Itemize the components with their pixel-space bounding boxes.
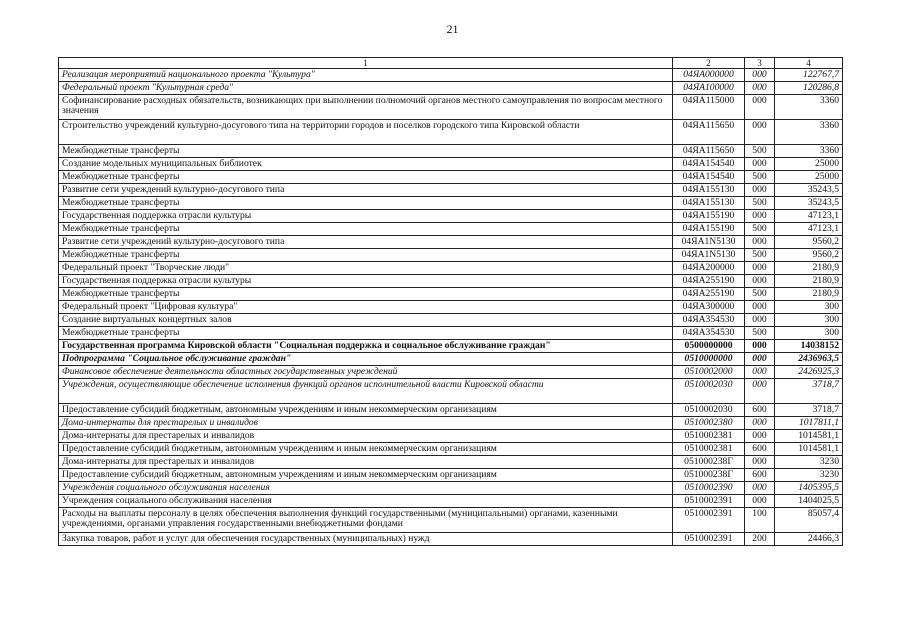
- row-amount-cell: 9560,2: [775, 249, 843, 262]
- header-col-4: 4: [775, 58, 843, 69]
- table-row: [59, 533, 843, 546]
- row-name-cell: Развитие сети учреждений культурно-досугового типа: [59, 236, 673, 249]
- row-name-cell: Строительство учреждений культурно-досугового типа на территории городов и поселков городского типа Кировской области: [59, 120, 673, 145]
- row-code-cell: 04ЯА115650: [673, 120, 745, 145]
- row-amount-cell: 300: [775, 301, 843, 314]
- row-kind-cell: 500: [745, 171, 775, 184]
- row-name-cell: Федеральный проект "Цифровая культура": [59, 301, 673, 314]
- row-kind-cell: 500: [745, 145, 775, 158]
- row-name-cell: Финансовое обеспечение деятельности областных государственных учреждений: [59, 366, 673, 379]
- table-row: [59, 469, 843, 482]
- table-row: [59, 171, 843, 184]
- table-row: [59, 145, 843, 158]
- table-row: [59, 340, 843, 353]
- table-row: [59, 314, 843, 327]
- row-amount-cell: 47123,1: [775, 210, 843, 223]
- row-name-cell: Учреждения социального обслуживания населения: [59, 495, 673, 508]
- header-col-1: 1: [59, 58, 673, 69]
- row-code-cell: 0510002380: [673, 417, 745, 430]
- row-name-cell: Дома-интернаты для престарелых и инвалидов: [59, 456, 673, 469]
- row-name-cell: Дома-интернаты для престарелых и инвалидов: [59, 430, 673, 443]
- row-code-cell: 04ЯА115650: [673, 145, 745, 158]
- row-kind-cell: 000: [745, 262, 775, 275]
- row-amount-cell: 2426925,3: [775, 366, 843, 379]
- row-amount-cell: 3230: [775, 456, 843, 469]
- row-code-cell: 04ЯА115000: [673, 95, 745, 120]
- row-code-cell: 0510002381: [673, 430, 745, 443]
- row-code-cell: 04ЯА300000: [673, 301, 745, 314]
- row-name-cell: Государственная поддержка отрасли культуры: [59, 210, 673, 223]
- table-row: [59, 482, 843, 495]
- row-kind-cell: 500: [745, 327, 775, 340]
- row-name-cell: Учреждения, осуществляющие обеспечение исполнения функций органов исполнительной власти Кировской области: [59, 379, 673, 404]
- table-row: [59, 353, 843, 366]
- row-code-cell: 0510002381: [673, 443, 745, 456]
- row-amount-cell: 300: [775, 327, 843, 340]
- row-name-cell: Межбюджетные трансферты: [59, 288, 673, 301]
- row-code-cell: 051000238Г: [673, 469, 745, 482]
- table-row: [59, 417, 843, 430]
- row-amount-cell: 1405395,5: [775, 482, 843, 495]
- row-kind-cell: 500: [745, 223, 775, 236]
- row-kind-cell: 000: [745, 69, 775, 82]
- row-code-cell: 0510002391: [673, 508, 745, 533]
- row-name-cell: Предоставление субсидий бюджетным, автономным учреждениям и иным некоммерческим организациям: [59, 469, 673, 482]
- table-row: [59, 197, 843, 210]
- table-row: [59, 495, 843, 508]
- row-code-cell: 04ЯА154540: [673, 171, 745, 184]
- row-kind-cell: 000: [745, 275, 775, 288]
- row-code-cell: 04ЯА155190: [673, 210, 745, 223]
- table-row: [59, 443, 843, 456]
- row-name-cell: Создание модельных муниципальных библиотек: [59, 158, 673, 171]
- table-row: [59, 236, 843, 249]
- row-code-cell: 051000238Г: [673, 456, 745, 469]
- table-row: [59, 120, 843, 145]
- row-kind-cell: 600: [745, 443, 775, 456]
- row-amount-cell: 1404025,5: [775, 495, 843, 508]
- row-kind-cell: 000: [745, 120, 775, 145]
- row-code-cell: 04ЯА155130: [673, 184, 745, 197]
- row-name-cell: Межбюджетные трансферты: [59, 223, 673, 236]
- row-amount-cell: 1017811,1: [775, 417, 843, 430]
- row-amount-cell: 3360: [775, 145, 843, 158]
- table-row: [59, 223, 843, 236]
- row-code-cell: 0510002391: [673, 495, 745, 508]
- row-amount-cell: 35243,5: [775, 197, 843, 210]
- row-name-cell: Учреждения социального обслуживания населения: [59, 482, 673, 495]
- row-amount-cell: 47123,1: [775, 223, 843, 236]
- row-kind-cell: 000: [745, 314, 775, 327]
- table-row: [59, 508, 843, 533]
- row-amount-cell: 3718,7: [775, 379, 843, 404]
- header-col-2: 2: [673, 58, 745, 69]
- row-name-cell: Реализация мероприятий национального проекта "Культура": [59, 69, 673, 82]
- table-row: [59, 95, 843, 120]
- row-kind-cell: 200: [745, 533, 775, 546]
- table-row: [59, 210, 843, 223]
- row-code-cell: 04ЯА255190: [673, 288, 745, 301]
- row-kind-cell: 000: [745, 353, 775, 366]
- row-name-cell: Межбюджетные трансферты: [59, 145, 673, 158]
- table-row: [59, 184, 843, 197]
- budget-table: [58, 57, 843, 546]
- row-kind-cell: 600: [745, 469, 775, 482]
- row-name-cell: Развитие сети учреждений культурно-досугового типа: [59, 184, 673, 197]
- row-amount-cell: 25000: [775, 171, 843, 184]
- row-code-cell: 0510000000: [673, 353, 745, 366]
- row-code-cell: 04ЯА255190: [673, 275, 745, 288]
- row-amount-cell: 2180,9: [775, 275, 843, 288]
- page-number: 21: [446, 22, 459, 36]
- row-amount-cell: 3718,7: [775, 404, 843, 417]
- row-code-cell: 04ЯА200000: [673, 262, 745, 275]
- row-kind-cell: 000: [745, 158, 775, 171]
- row-kind-cell: 000: [745, 340, 775, 353]
- row-code-cell: 04ЯА000000: [673, 69, 745, 82]
- row-name-cell: Межбюджетные трансферты: [59, 327, 673, 340]
- row-amount-cell: 85057,4: [775, 508, 843, 533]
- row-name-cell: Межбюджетные трансферты: [59, 249, 673, 262]
- row-kind-cell: 000: [745, 456, 775, 469]
- row-amount-cell: 300: [775, 314, 843, 327]
- row-amount-cell: 120286,8: [775, 82, 843, 95]
- row-amount-cell: 35243,5: [775, 184, 843, 197]
- row-code-cell: 04ЯА354530: [673, 314, 745, 327]
- row-code-cell: 0510002391: [673, 533, 745, 546]
- row-amount-cell: 3360: [775, 120, 843, 145]
- row-name-cell: Предоставление субсидий бюджетным, автономным учреждениям и иным некоммерческим организациям: [59, 443, 673, 456]
- row-kind-cell: 000: [745, 95, 775, 120]
- row-amount-cell: 3360: [775, 95, 843, 120]
- row-amount-cell: 1014581,1: [775, 430, 843, 443]
- row-name-cell: Закупка товаров, работ и услуг для обеспечения государственных (муниципальных) нужд: [59, 533, 673, 546]
- table-row: [59, 82, 843, 95]
- row-kind-cell: 000: [745, 82, 775, 95]
- row-kind-cell: 000: [745, 366, 775, 379]
- row-code-cell: 04ЯА155130: [673, 197, 745, 210]
- row-code-cell: 0510002030: [673, 379, 745, 404]
- row-kind-cell: 000: [745, 430, 775, 443]
- row-amount-cell: 1014581,1: [775, 443, 843, 456]
- row-name-cell: Федеральный проект "Культурная среда": [59, 82, 673, 95]
- table-row: [59, 430, 843, 443]
- row-name-cell: Межбюджетные трансферты: [59, 197, 673, 210]
- row-kind-cell: 500: [745, 288, 775, 301]
- table-row: [59, 366, 843, 379]
- table-row: [59, 158, 843, 171]
- row-name-cell: Расходы на выплаты персоналу в целях обеспечения выполнения функций государственными (муниципальными) органами, казенными учреждениями, органами управления государственными внебюджетными фондами: [59, 508, 673, 533]
- row-kind-cell: 000: [745, 482, 775, 495]
- table-row: [59, 69, 843, 82]
- table-row: [59, 327, 843, 340]
- row-amount-cell: 2180,9: [775, 288, 843, 301]
- row-kind-cell: 000: [745, 210, 775, 223]
- row-kind-cell: 000: [745, 379, 775, 404]
- row-code-cell: 04ЯА155190: [673, 223, 745, 236]
- table-row: [59, 456, 843, 469]
- row-name-cell: Создание виртуальных концертных залов: [59, 314, 673, 327]
- row-amount-cell: 25000: [775, 158, 843, 171]
- row-code-cell: 04ЯА100000: [673, 82, 745, 95]
- row-kind-cell: 500: [745, 197, 775, 210]
- row-amount-cell: 9560,2: [775, 236, 843, 249]
- row-amount-cell: 14038152: [775, 340, 843, 353]
- row-amount-cell: 24466,3: [775, 533, 843, 546]
- row-kind-cell: 000: [745, 417, 775, 430]
- row-amount-cell: 2180,9: [775, 262, 843, 275]
- row-code-cell: 0510002000: [673, 366, 745, 379]
- row-code-cell: 04ЯА1N5130: [673, 249, 745, 262]
- table-header-row: [59, 58, 843, 69]
- row-kind-cell: 000: [745, 236, 775, 249]
- row-name-cell: Государственная программа Кировской области "Социальная поддержка и социальное обслуживание граждан": [59, 340, 673, 353]
- row-amount-cell: 3230: [775, 469, 843, 482]
- row-amount-cell: 2436963,5: [775, 353, 843, 366]
- row-name-cell: Межбюджетные трансферты: [59, 171, 673, 184]
- table-body: [59, 69, 843, 546]
- row-kind-cell: 600: [745, 404, 775, 417]
- header-col-3: 3: [745, 58, 775, 69]
- row-kind-cell: 500: [745, 249, 775, 262]
- row-name-cell: Государственная поддержка отрасли культуры: [59, 275, 673, 288]
- row-kind-cell: 000: [745, 184, 775, 197]
- table-row: [59, 249, 843, 262]
- row-kind-cell: 100: [745, 508, 775, 533]
- table-row: [59, 288, 843, 301]
- row-amount-cell: 122767,7: [775, 69, 843, 82]
- table-row: [59, 301, 843, 314]
- row-code-cell: 04ЯА1N5130: [673, 236, 745, 249]
- row-code-cell: 0510002390: [673, 482, 745, 495]
- row-code-cell: 04ЯА354530: [673, 327, 745, 340]
- row-name-cell: Подпрограмма "Социальное обслуживание граждан": [59, 353, 673, 366]
- row-name-cell: Дома-интернаты для престарелых и инвалидов: [59, 417, 673, 430]
- table-row: [59, 275, 843, 288]
- row-kind-cell: 000: [745, 495, 775, 508]
- row-kind-cell: 000: [745, 301, 775, 314]
- row-name-cell: Предоставление субсидий бюджетным, автономным учреждениям и иным некоммерческим организациям: [59, 404, 673, 417]
- row-code-cell: 0510002030: [673, 404, 745, 417]
- table-row: [59, 404, 843, 417]
- row-name-cell: Федеральный проект "Творческие люди": [59, 262, 673, 275]
- table-row: [59, 379, 843, 404]
- row-name-cell: Софинансирование расходных обязательств, возникающих при выполнении полномочий органов местного самоуправления по вопросам местного значения: [59, 95, 673, 120]
- row-code-cell: 04ЯА154540: [673, 158, 745, 171]
- table-row: [59, 262, 843, 275]
- row-code-cell: 0500000000: [673, 340, 745, 353]
